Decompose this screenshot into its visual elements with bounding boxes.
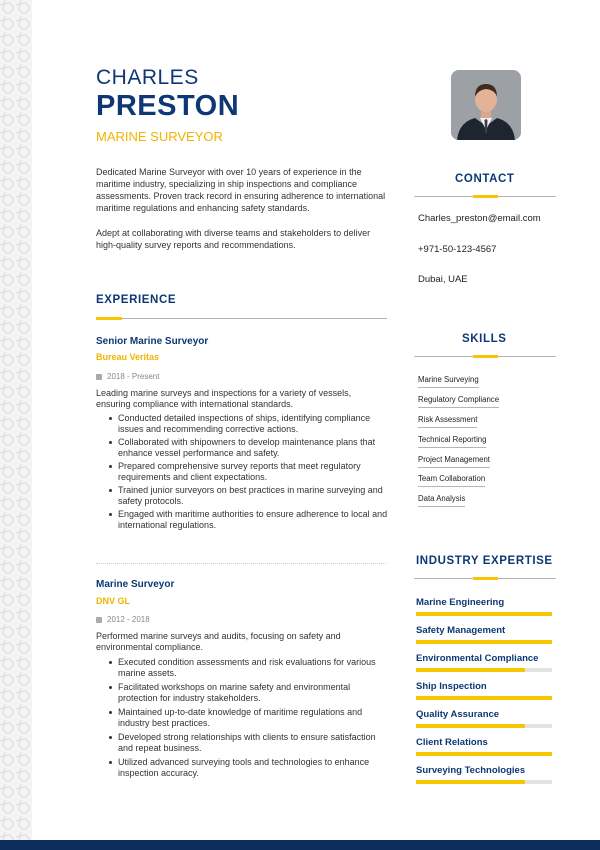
expertise-bar-fill — [416, 640, 552, 644]
expertise-label: Environmental Compliance — [416, 653, 539, 664]
expertise-bar-fill — [416, 780, 525, 784]
job-2-bullet: Developed strong relationships with clients to ensure satisfaction and repeat business. — [106, 732, 388, 753]
contact-location: Dubai, UAE — [418, 274, 468, 285]
last-name: PRESTON — [96, 90, 240, 122]
expertise-bar-fill — [416, 696, 552, 700]
experience-rule — [96, 318, 387, 319]
contact-heading: CONTACT — [455, 173, 515, 185]
expertise-label: Safety Management — [416, 625, 506, 636]
expertise-bar-fill — [416, 612, 552, 616]
job-1-bullet: Trained junior surveyors on best practices in marine surveying and safety protocols. — [106, 485, 388, 506]
contact-phone[interactable]: +971-50-123-4567 — [418, 244, 497, 255]
decorative-pattern — [0, 0, 32, 850]
expertise-bar — [416, 640, 552, 644]
job-2-role: Marine Surveyor — [96, 579, 175, 590]
expertise-bar-fill — [416, 668, 525, 672]
job-divider — [96, 563, 386, 564]
expertise-bar — [416, 668, 552, 672]
job-2-dates — [96, 615, 150, 624]
job-2-bullet: Utilized advanced surveying tools and technologies to enhance inspection accuracy. — [106, 757, 388, 778]
profile-photo — [451, 70, 521, 140]
job-2-dates-text: 2012 - 2018 — [107, 615, 150, 624]
summary-paragraph-1: Dedicated Marine Surveyor with over 10 years of experience in the maritime industry, specializing in ship inspections and compliance assessments. Proven track record in ensuring adherence to international maritime regulations and enhancing safety standards. — [96, 167, 386, 213]
person-avatar-icon — [451, 70, 521, 140]
expertise-bar — [416, 612, 552, 616]
skill-item: Risk Assessment — [418, 415, 477, 428]
job-2-bullet: Facilitated workshops on marine safety and environmental protection for industry stakeholders. — [106, 682, 388, 703]
job-1-description: Leading marine surveys and inspections for a variety of vessels, ensuring compliance with international standards. — [96, 388, 352, 409]
summary-paragraph-2: Adept at collaborating with diverse teams and stakeholders to deliver high-quality survey reports and recommendations. — [96, 228, 371, 250]
skills-heading: SKILLS — [462, 333, 507, 345]
skill-item: Marine Surveying — [418, 375, 479, 388]
job-1-bullets — [106, 413, 388, 530]
expertise-bar — [416, 724, 552, 728]
expertise-bar-fill — [416, 752, 552, 756]
skills-accent — [473, 355, 498, 358]
contact-email[interactable]: Charles_preston@email.com — [418, 213, 541, 224]
calendar-icon — [96, 374, 102, 380]
expertise-label: Surveying Technologies — [416, 765, 526, 776]
job-1-role: Senior Marine Surveyor — [96, 336, 209, 347]
expertise-bar-fill — [416, 724, 525, 728]
contact-accent — [473, 195, 498, 198]
job-1-bullet: Conducted detailed inspections of ships, identifying compliance issues and recommending corrective actions. — [106, 413, 388, 434]
expertise-bar — [416, 780, 552, 784]
skill-item: Team Collaboration — [418, 474, 485, 487]
first-name: CHARLES — [96, 66, 199, 89]
job-title: MARINE SURVEYOR — [96, 129, 223, 144]
skill-item: Technical Reporting — [418, 435, 486, 448]
job-1-bullet: Prepared comprehensive survey reports that meet regulatory requirements and client expectations. — [106, 461, 388, 482]
job-2-bullet: Maintained up-to-date knowledge of maritime regulations and industry best practices. — [106, 707, 388, 728]
expertise-label: Client Relations — [416, 737, 488, 748]
job-1-company: Bureau Veritas — [96, 352, 160, 362]
job-1-dates — [96, 372, 159, 381]
expertise-label: Marine Engineering — [416, 597, 505, 608]
skill-item: Data Analysis — [418, 494, 465, 507]
expertise-bar — [416, 752, 552, 756]
job-1-bullet: Engaged with maritime authorities to ensure adherence to local and international regulations. — [106, 509, 388, 530]
job-2-company: DNV GL — [96, 596, 131, 606]
expertise-heading: INDUSTRY EXPERTISE — [416, 555, 553, 567]
expertise-bar — [416, 696, 552, 700]
job-2-bullet: Executed condition assessments and risk evaluations for various marine assets. — [106, 657, 388, 678]
job-1-bullet: Collaborated with shipowners to develop maintenance plans that enhance vessel performance and safety. — [106, 437, 388, 458]
expertise-label: Quality Assurance — [416, 709, 500, 720]
expertise-accent — [473, 577, 498, 580]
job-1-dates-text: 2018 - Present — [107, 372, 160, 381]
skill-item: Regulatory Compliance — [418, 395, 499, 408]
calendar-icon — [96, 617, 102, 623]
expertise-label: Ship Inspection — [416, 681, 487, 692]
experience-accent — [96, 317, 122, 320]
experience-heading: EXPERIENCE — [96, 294, 177, 306]
skill-item: Project Management — [418, 455, 490, 468]
job-2-bullets — [106, 657, 388, 778]
job-2-description: Performed marine surveys and audits, focusing on safety and environmental compliance. — [96, 631, 341, 652]
footer-bar — [0, 840, 600, 850]
